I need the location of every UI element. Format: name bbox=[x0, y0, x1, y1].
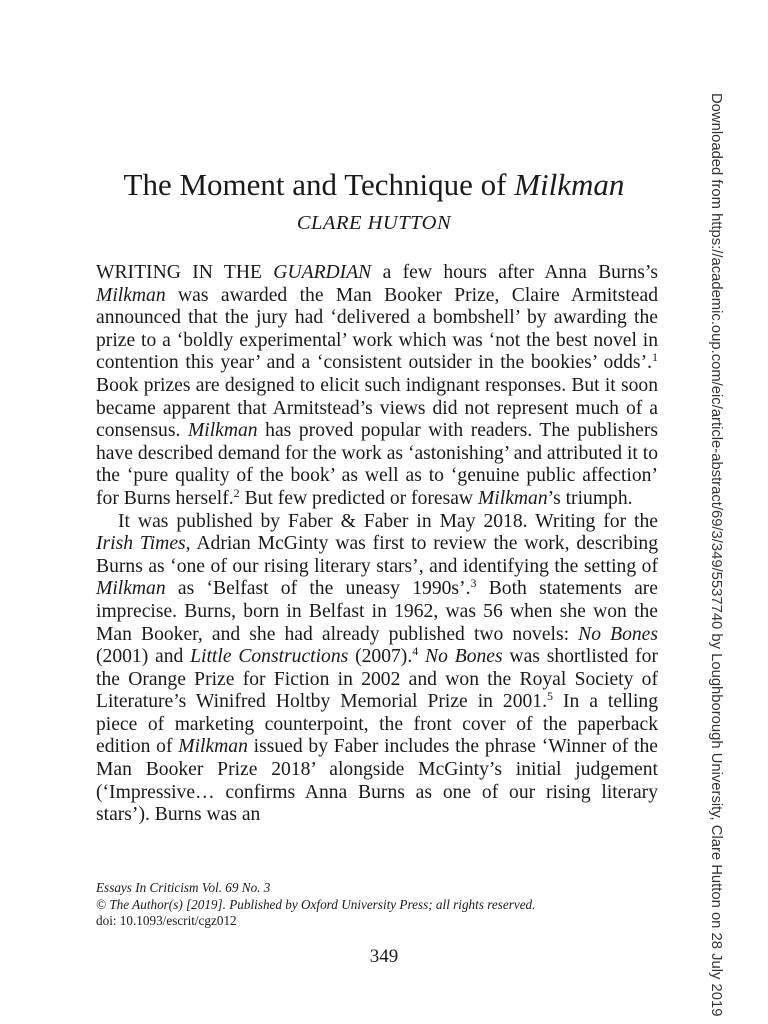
italic-text: Milkman bbox=[477, 487, 548, 509]
text-run: In a telling piece of marketing counterpoint, the front cover of the paperback edition of bbox=[96, 691, 658, 758]
copyright-text: The Author(s) [2019]. Published by Oxford University Press; all rights reserved. bbox=[106, 896, 536, 912]
body-paragraph bbox=[96, 262, 658, 511]
italic-text: Little Constructions bbox=[190, 646, 349, 668]
italic-text: No Bones bbox=[425, 646, 503, 668]
copyright-symbol: © bbox=[96, 896, 107, 912]
italic-text: No Bones bbox=[578, 623, 658, 645]
copyright-line bbox=[96, 897, 535, 914]
body-paragraph bbox=[96, 511, 658, 827]
italic-text: GUARDIAN bbox=[273, 262, 372, 283]
italic-text: Milkman bbox=[96, 578, 166, 600]
text-run: Book prizes are designed to elicit such indignant responses. But it soon became apparent that Armitstead’s views did not represent much of a consensus. bbox=[96, 374, 658, 442]
text-run: ’s triumph. bbox=[547, 487, 633, 509]
text-run: , Adrian McGinty was first to review the work, describing Burns as ‘one of our rising literary stars’, and identifying the setting of bbox=[96, 533, 658, 577]
footnote-ref: 3 bbox=[470, 576, 477, 591]
italic-text: Irish Times bbox=[96, 533, 186, 555]
italic-text: Milkman bbox=[187, 420, 258, 442]
text-run: (2001) and bbox=[96, 646, 191, 668]
article-body bbox=[96, 262, 658, 827]
article-title-plain: The Moment and Technique of bbox=[123, 167, 515, 202]
text-run: issued by Faber includes the phrase ‘Winner of the Man Booker Prize 2018’ alongside McGinty’s initial judgement (‘Impressive… confirms Anna Burns as one of our rising literary stars’). Burns was an bbox=[96, 736, 658, 826]
italic-text: Milkman bbox=[96, 284, 166, 306]
footnote-ref: 4 bbox=[412, 644, 419, 659]
article-title bbox=[60, 166, 688, 204]
text-run: Both statements are imprecise. Burns, born in Belfast in 1962, was 56 when she won the Man Booker, and she had already published two novels: bbox=[96, 578, 658, 645]
page-number: 349 bbox=[369, 946, 399, 967]
text-run: (2007). bbox=[348, 646, 413, 668]
download-watermark: Downloaded from https://academic.oup.com/eic/article-abstract/69/3/349/5537740 by Loughborough University, Clare Hutton on 28 July 2019 bbox=[708, 93, 724, 1017]
article-title-italic: Milkman bbox=[514, 167, 625, 202]
text-run: has proved popular with readers. The publishers have described demand for the work as ‘astonishing’ and attributed it to the ‘pure quality of the book’ as well as to ‘genuine public affection’ for Burns herself. bbox=[96, 420, 658, 509]
journal-citation: Essays In Criticism Vol. 69 No. 3 bbox=[96, 880, 271, 895]
text-run: It was published by Faber & Faber in May 2018. Writing for the bbox=[118, 510, 658, 532]
text-run: WRITING IN THE bbox=[96, 262, 274, 283]
footnote-ref: 5 bbox=[547, 689, 553, 704]
doi-line: doi: 10.1093/escrit/cgz012 bbox=[96, 913, 237, 928]
text-run: But few predicted or foresaw bbox=[239, 487, 478, 509]
italic-text: Milkman bbox=[178, 736, 248, 758]
footnote-ref: 2 bbox=[233, 485, 240, 500]
text-run: was shortlisted for the Orange Prize for Fiction in 2002 and won the Royal Society of Literature’s Winifred Holtby Memorial Prize in 2001. bbox=[96, 646, 658, 713]
text-run: was awarded the Man Booker Prize, Claire Armitstead announced that the jury had ‘delivered a bombshell’ by awarding the prize to a ‘boldly experimental’ work which was ‘not the best novel in contention this year’ and a ‘consistent outsider in the bookies’ odds’. bbox=[96, 284, 658, 374]
article-author: CLARE HUTTON bbox=[296, 212, 452, 234]
footnote-ref: 1 bbox=[652, 350, 658, 365]
text-run: a few hours after Anna Burns’s bbox=[371, 262, 658, 283]
text-run: as ‘Belfast of the uneasy 1990s’. bbox=[165, 578, 471, 600]
journal-footer bbox=[96, 880, 535, 930]
